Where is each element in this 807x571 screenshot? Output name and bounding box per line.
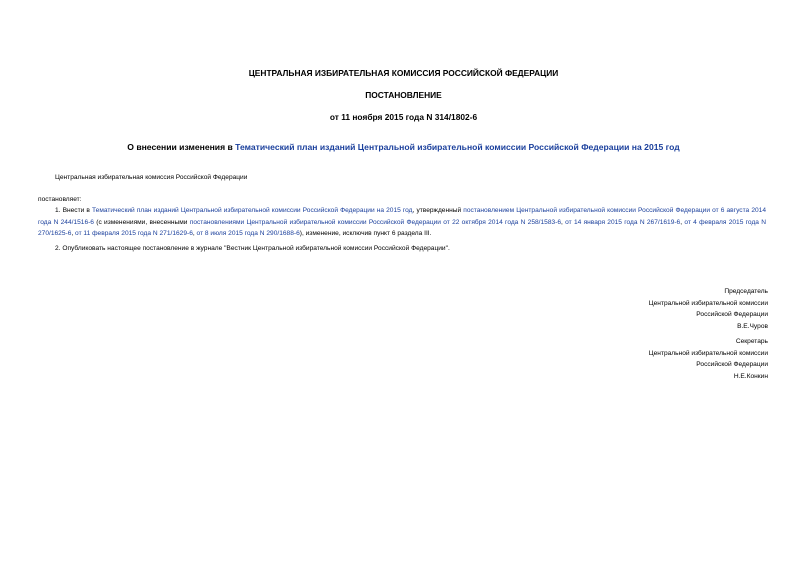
item-1-separator: ,: [192, 230, 197, 237]
chair-org-line-1: Центральной избирательной комиссии: [648, 299, 768, 307]
chair-name: В.Е.Чуров: [737, 322, 768, 330]
chair-role: Председатель: [724, 288, 768, 295]
organization-heading: ЦЕНТРАЛЬНАЯ ИЗБИРАТЕЛЬНАЯ КОМИССИЯ РОССИЙСКОЙ ФЕДЕРАЦИИ: [248, 68, 559, 78]
item-1-separator: ,: [680, 218, 685, 226]
item-1-link-amendment-1[interactable]: постановлениями Центральной избирательной комиссии Российской Федерации от 22 октября 2014 года N 258/1583-6: [189, 218, 562, 226]
title-prefix: О внесении изменения в: [127, 142, 236, 152]
item-1-link-resolution[interactable]: постановлением Центральной избирательной комиссии Российской Федерации от 6 августа 2014 года N 244/1516-6: [38, 207, 766, 226]
item-1-link-plan[interactable]: Тематический план изданий Центральной избирательной комиссии Российской Федерации на 2015 год: [92, 207, 413, 214]
document-title: [0, 142, 807, 152]
item-1-lead: 1. Внести в: [55, 207, 92, 214]
secretary-org-line-1: Центральной избирательной комиссии: [648, 349, 768, 357]
title-link[interactable]: Тематический план изданий Центральной избирательной комиссии Российской Федерации на 2015 год: [235, 142, 680, 152]
item-1-tail: ), изменение, исключив пункт 6 раздела III.: [299, 230, 432, 237]
issuer-text: Центральная избирательная комиссия Российской Федерации: [55, 174, 248, 181]
item-1-link-amendment-4[interactable]: от 11 февраля 2015 года N 271/1629-6: [75, 230, 193, 237]
secretary-role: Секретарь: [735, 338, 768, 345]
resolves-text: постановляет:: [38, 196, 82, 203]
item-2-paragraph: 2. Опубликовать настоящее постановление в журнале "Вестник Центральной избирательной комиссии Российской Федерации".: [55, 245, 450, 252]
secretary-signature-block: [508, 336, 768, 382]
item-1-text: (с изменениями, внесенными: [93, 218, 190, 226]
item-1-separator: ,: [561, 218, 566, 226]
document-date-number: от 11 ноября 2015 года N 314/1802-6: [329, 112, 478, 122]
secretary-org-line-2: Российской Федерации: [696, 361, 768, 368]
document-type-heading: ПОСТАНОВЛЕНИЕ: [365, 90, 442, 100]
chair-signature-block: [508, 286, 768, 332]
item-1-link-amendment-2[interactable]: от 14 января 2015 года N 267/1619-6: [565, 218, 681, 226]
item-1-link-amendment-5[interactable]: от 8 июля 2015 года N 290/1688-6: [196, 230, 300, 237]
secretary-name: Н.Е.Конкин: [733, 372, 768, 380]
chair-org-line-2: Российской Федерации: [696, 311, 768, 318]
item-1-paragraph: [38, 205, 766, 240]
item-1-text: , утвержденный: [412, 207, 464, 214]
item-1-link-amendment-3[interactable]: от 4 февраля 2015 года N 270/1625-6: [38, 218, 766, 237]
item-1-separator: ,: [71, 230, 76, 237]
